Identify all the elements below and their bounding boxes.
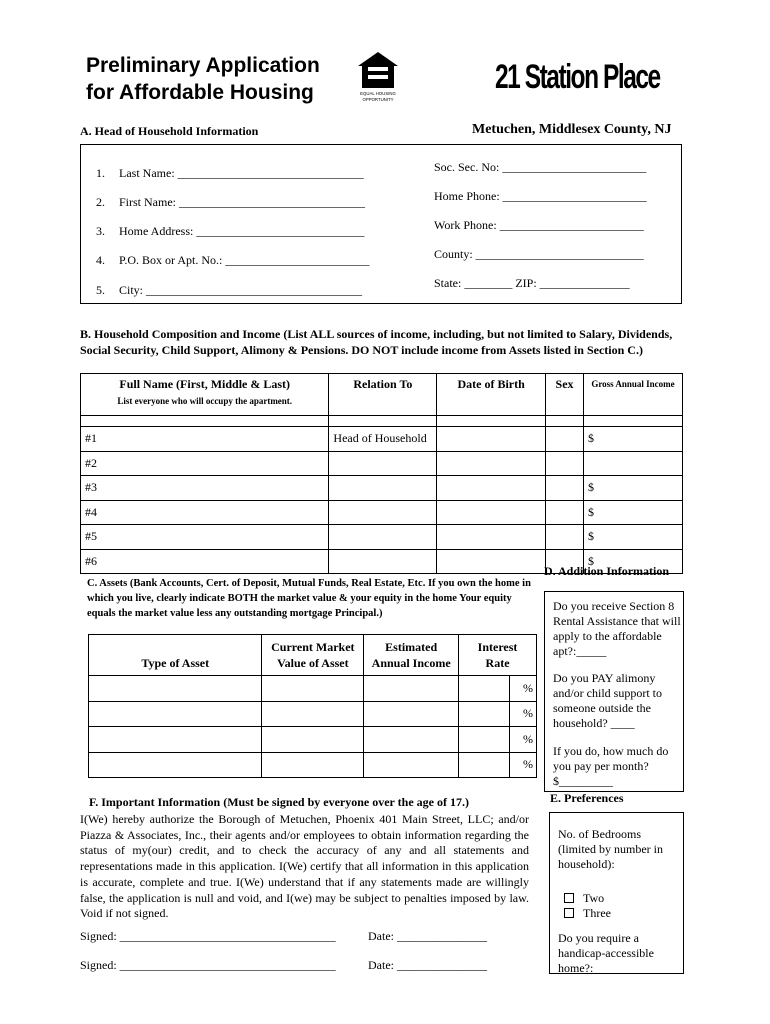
authorization-paragraph: I(We) hereby authorize the Borough of Metuchen, Phoenix 401 Main Street, LLC; and/or Piazza & Associates, Inc., their agents and/or employees to obtain information regarding the status of my(our) credit, and to check the accuracy of any and all statements and representations made in this application. I(We) certify that all information in this application is accurate, complete and true. I(We) understand that if any statements made are willingly false, the application is null and void, and I(we) may be subject to penalties imposed by law. Void if not signed. [80,812,529,921]
market-value-cell[interactable] [262,727,364,753]
payment-amount-question[interactable] [553,744,683,789]
table-row [89,701,537,727]
asset-type-cell[interactable] [89,752,262,778]
member-income[interactable]: $ [584,427,683,452]
market-value-cell[interactable] [262,701,364,727]
member-relation[interactable] [329,451,437,476]
market-value-header-line-1: Current Market [271,640,355,654]
section-d-title: D. Addition Information [544,564,670,578]
field-number: 4. [96,253,105,267]
member-dob[interactable] [437,451,546,476]
member-dob[interactable] [437,500,546,525]
member-relation[interactable] [329,549,437,574]
member-sex[interactable] [546,427,584,452]
member-dob[interactable] [437,549,546,574]
option-two-label: Two [583,891,605,905]
annual-income-header-line-1: Estimated [385,640,438,654]
relation-header: Relation To [329,374,437,416]
member-sex[interactable] [546,500,584,525]
home-phone-field[interactable]: Home Phone: ________________________ [434,189,647,203]
annual-income-header [364,635,459,676]
table-row [89,752,537,778]
county-field[interactable]: County: ____________________________ [434,247,644,261]
property-name: 21 Station Place [495,58,660,96]
section-f-title: F. Important Information (Must be signed by everyone over the age of 17.) [89,795,469,809]
dob-header: Date of Birth [437,374,546,416]
interest-rate-header-line-2: Rate [485,656,510,670]
percent-cell: % [509,676,536,702]
interest-rate-header-line-1: Interest [477,640,518,654]
assets-table [88,634,537,778]
member-income[interactable]: $ [584,549,683,574]
date-line-2[interactable]: Date: _______________ [368,958,487,972]
field-number: 1. [96,166,105,180]
member-income[interactable]: $ [584,476,683,501]
member-number[interactable]: #6 [81,549,329,574]
bedrooms-label: No. of Bedrooms (limited by number in household): [558,827,663,871]
last-name-field[interactable]: Last Name: _______________________________ [119,166,364,180]
equal-housing-logo [356,50,400,104]
asset-type-cell[interactable] [89,701,262,727]
section-d-box [544,591,684,792]
household-header-row [81,374,683,416]
payment-amount-question-label: If you do, how much do you pay per month? [553,744,669,773]
percent-cell: % [509,701,536,727]
member-relation[interactable] [329,525,437,550]
annual-income-cell[interactable] [364,701,459,727]
assets-header-row [89,635,537,676]
checkbox-three[interactable] [564,908,574,918]
member-number[interactable]: #1 [81,427,329,452]
signature-line-2[interactable]: Signed: ____________________________________ [80,958,336,972]
signature-line-1[interactable]: Signed: ____________________________________ [80,929,336,943]
member-dob[interactable] [437,525,546,550]
field-number: 5. [96,283,105,297]
interest-rate-cell[interactable] [459,676,510,702]
property-location: Metuchen, Middlesex County, NJ [472,122,672,137]
ssn-field[interactable]: Soc. Sec. No: ________________________ [434,160,647,174]
full-name-subheader: List everyone who will occupy the apartment. [117,396,293,406]
interest-rate-header [459,635,537,676]
asset-type-cell[interactable] [89,676,262,702]
percent-cell: % [509,752,536,778]
field-number: 2. [96,195,105,209]
field-number: 3. [96,224,105,238]
member-relation[interactable] [329,500,437,525]
table-row [89,676,537,702]
title-line-1: Preliminary Application [86,54,320,77]
member-dob[interactable] [437,476,546,501]
table-row [81,476,683,501]
asset-type-header: Type of Asset [89,635,262,676]
table-row [81,451,683,476]
member-sex[interactable] [546,525,584,550]
title-line-2: for Affordable Housing [86,81,314,104]
interest-rate-cell[interactable] [459,727,510,753]
member-relation[interactable] [329,476,437,501]
member-income[interactable]: $ [584,500,683,525]
member-income[interactable]: $ [584,525,683,550]
home-address-field[interactable]: Home Address: ____________________________ [119,224,365,238]
full-name-header [81,374,329,416]
annual-income-cell[interactable] [364,676,459,702]
option-three-label: Three [583,906,611,920]
member-number[interactable]: #4 [81,500,329,525]
section-c-title: C. Assets (Bank Accounts, Cert. of Deposit, Mutual Funds, Real Estate, Etc. If you own the home in which you live, clearly indicate BOTH the market value & your equity in the home Your equity equals the market value less any outstanding mortgage Principal.) [87,578,531,619]
date-line-1[interactable]: Date: _______________ [368,929,487,943]
logo-text-1: EQUAL HOUSING [360,91,396,96]
section-e-title: E. Preferences [550,791,624,805]
work-phone-field[interactable]: Work Phone: ________________________ [434,218,644,232]
member-number[interactable]: #3 [81,476,329,501]
market-value-header [262,635,364,676]
first-name-field[interactable]: First Name: _______________________________ [119,195,365,209]
member-income[interactable] [584,451,683,476]
member-sex[interactable] [546,476,584,501]
percent-cell: % [509,727,536,753]
full-name-header-label: Full Name (First, Middle & Last) [119,377,291,391]
member-relation[interactable]: Head of Household [329,427,437,452]
annual-income-cell[interactable] [364,727,459,753]
market-value-cell[interactable] [262,676,364,702]
po-box-field[interactable]: P.O. Box or Apt. No.: ________________________ [119,253,370,267]
table-row [81,500,683,525]
page-title [86,52,320,106]
interest-rate-cell[interactable] [459,701,510,727]
member-sex[interactable] [546,451,584,476]
member-dob[interactable] [437,427,546,452]
section-a-title: A. Head of Household Information [80,124,259,138]
checkbox-two[interactable] [564,893,574,903]
table-row [81,427,683,452]
household-table [80,373,683,574]
interest-rate-cell[interactable] [459,752,510,778]
state-zip-field[interactable]: State: ________ ZIP: _______________ [434,276,630,290]
annual-income-header-line-2: Annual Income [371,656,451,670]
annual-income-cell[interactable] [364,752,459,778]
table-row [81,525,683,550]
payment-amount-blank[interactable]: $_________ [553,774,613,788]
option-three[interactable] [564,906,694,921]
asset-type-cell[interactable] [89,727,262,753]
section-e-box [549,812,684,974]
city-field[interactable]: City: ____________________________________ [119,283,363,297]
logo-text-2: OPPORTUNITY [362,97,394,102]
income-header: Gross Annual Income [584,374,683,416]
option-two[interactable] [564,891,694,906]
table-row [89,727,537,753]
market-value-header-line-2: Value of Asset [277,656,349,670]
section-b-title: B. Household Composition and Income (List ALL sources of income, including, but not limited to Salary, Dividends, Social Security, Child Support, Alimony & Pensions. DO NOT include income from Assets listed in Section C.) [80,327,673,357]
sex-header: Sex [546,374,584,416]
member-number[interactable]: #5 [81,525,329,550]
handicap-question[interactable]: Do you require a handicap-accessible home?: ______ [558,931,654,975]
table-row [81,416,683,427]
market-value-cell[interactable] [262,752,364,778]
section8-question[interactable]: Do you receive Section 8 Rental Assistance that will apply to the affordable apt?:_____ [553,599,681,658]
alimony-question[interactable]: Do you PAY alimony and/or child support to someone outside the household? ____ [553,671,662,730]
member-number[interactable]: #2 [81,451,329,476]
equal-housing-house-icon [356,50,400,104]
